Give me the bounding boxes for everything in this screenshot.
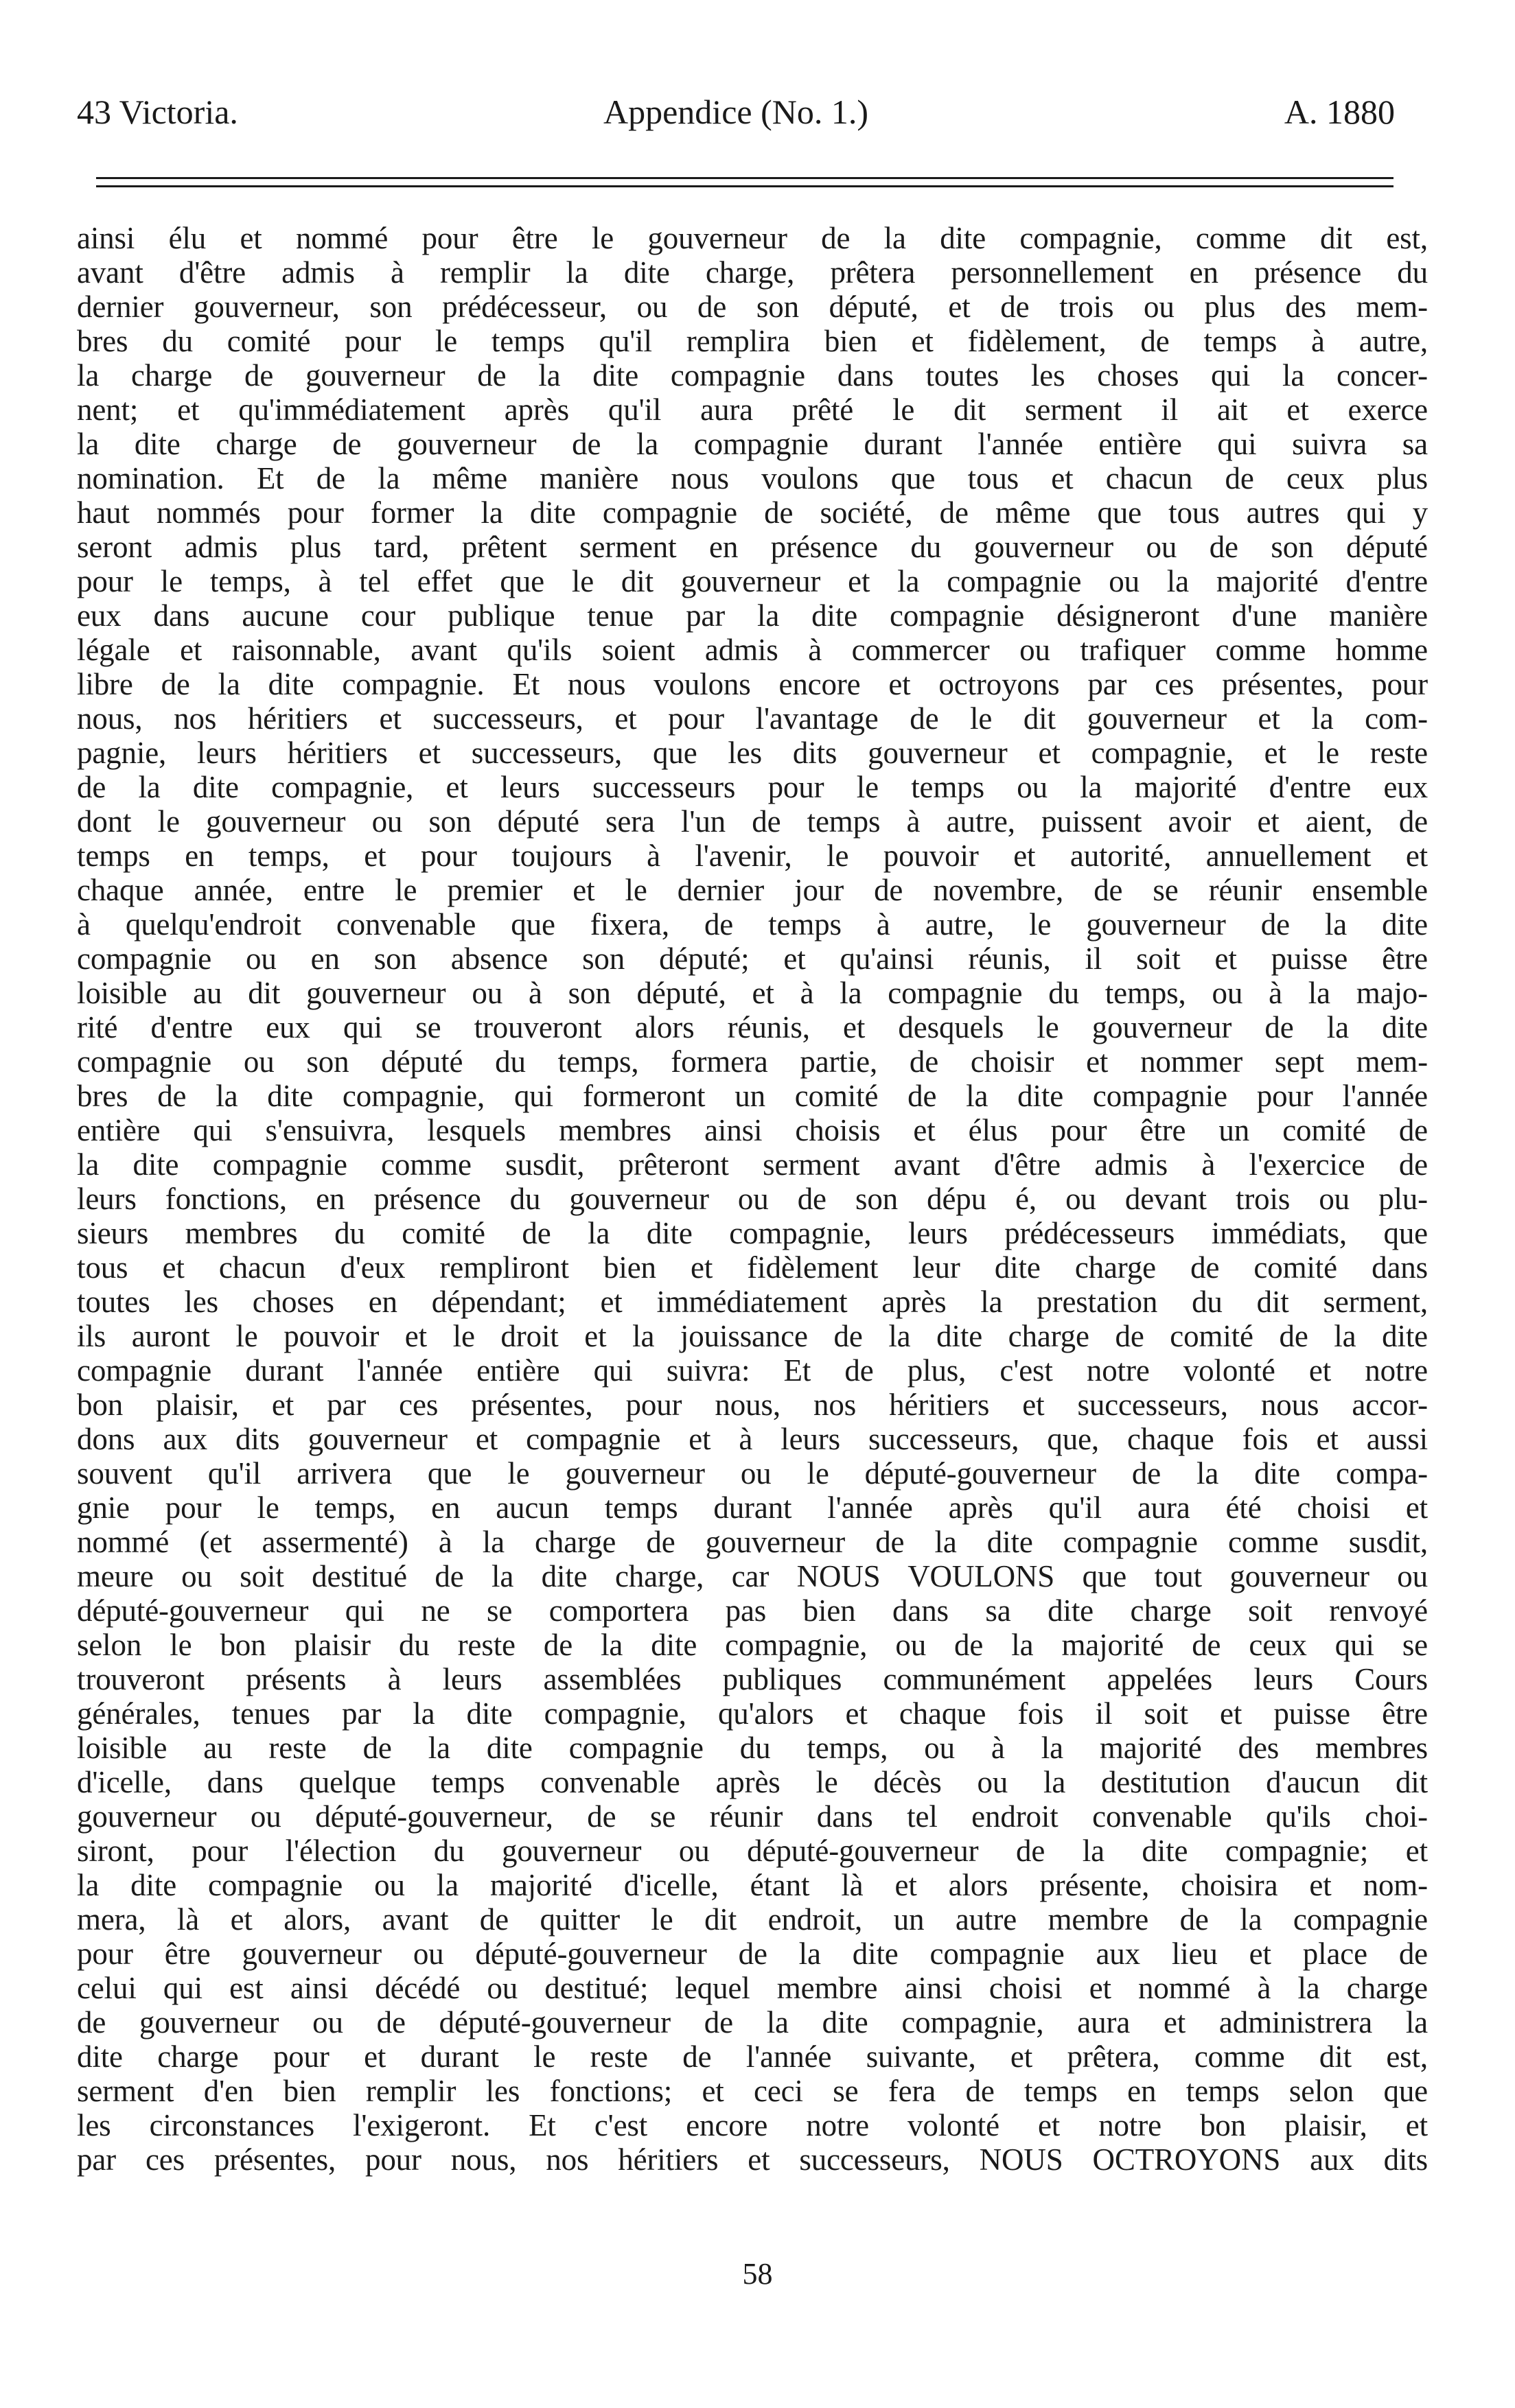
text-line: souvent qu'il arrivera que le gouverneur ou le député-gouverneur de la dite compa- <box>77 1456 1428 1491</box>
text-line: rité d'entre eux qui se trouveront alors réunis, et desquels le gouverneur de la dite <box>77 1010 1428 1044</box>
text-line: pagnie, leurs héritiers et successeurs, que les dits gouverneur et compagnie, et le reste <box>77 736 1428 770</box>
text-line: ils auront le pouvoir et le droit et la jouissance de la dite charge de comité de la dite <box>77 1319 1428 1353</box>
text-line: nomination. Et de la même manière nous voulons que tous et chacun de ceux plus <box>77 461 1428 495</box>
text-line: bon plaisir, et par ces présentes, pour nous, nos héritiers et successeurs, nous accor- <box>77 1388 1428 1422</box>
text-line: de gouverneur ou de député-gouverneur de la dite compagnie, aura et administrera la <box>77 2005 1428 2039</box>
text-line: libre de la dite compagnie. Et nous voulons encore et octroyons par ces présentes, pour <box>77 667 1428 701</box>
text-line: compagnie durant l'année entière qui suivra: Et de plus, c'est notre volonté et notre <box>77 1353 1428 1388</box>
text-line: générales, tenues par la dite compagnie, qu'alors et chaque fois il soit et puisse être <box>77 1696 1428 1731</box>
text-line: la charge de gouverneur de la dite compagnie dans toutes les choses qui la concer- <box>77 358 1428 393</box>
text-line: de la dite compagnie, et leurs successeurs pour le temps ou la majorité d'entre eux <box>77 770 1428 804</box>
text-line: siront, pour l'élection du gouverneur ou député-gouverneur de la dite compagnie; et <box>77 1834 1428 1868</box>
header-rule-bottom <box>96 185 1393 187</box>
text-line: serment d'en bien remplir les fonctions; et ceci se fera de temps en temps selon que <box>77 2074 1428 2108</box>
text-line: la dite compagnie ou la majorité d'icelle, étant là et alors présente, choisira et nom- <box>77 1868 1428 1902</box>
header-year: A. 1880 <box>1284 93 1395 131</box>
text-line: haut nommés pour former la dite compagnie de société, de même que tous autres qui y <box>77 495 1428 530</box>
running-header <box>77 88 1395 136</box>
header-session: 43 Victoria. <box>77 93 238 131</box>
text-line: ainsi élu et nommé pour être le gouverneur de la dite compagnie, comme dit est, <box>77 221 1428 255</box>
text-line: dons aux dits gouverneur et compagnie et à leurs successeurs, que, chaque fois et aussi <box>77 1422 1428 1456</box>
text-line: dite charge pour et durant le reste de l'année suivante, et prêtera, comme dit est, <box>77 2039 1428 2074</box>
text-line: la dite charge de gouverneur de la compagnie durant l'année entière qui suivra sa <box>77 427 1428 461</box>
text-line: nent; et qu'immédiatement après qu'il aura prêté le dit serment il ait et exerce <box>77 393 1428 427</box>
text-line: les circonstances l'exigeront. Et c'est encore notre volonté et notre bon plaisir, et <box>77 2108 1428 2142</box>
text-line: député-gouverneur qui ne se comportera pas bien dans sa dite charge soit renvoyé <box>77 1593 1428 1628</box>
text-line: leurs fonctions, en présence du gouverneur ou de son dépu é, ou devant trois ou plu- <box>77 1182 1428 1216</box>
text-line: compagnie ou son député du temps, formera partie, de choisir et nommer sept mem- <box>77 1044 1428 1079</box>
text-line: dernier gouverneur, son prédécesseur, ou de son député, et de trois ou plus des mem- <box>77 290 1428 324</box>
text-line: bres du comité pour le temps qu'il remplira bien et fidèlement, de temps à autre, <box>77 324 1428 358</box>
text-line: gnie pour le temps, en aucun temps durant l'année après qu'il aura été choisi et <box>77 1491 1428 1525</box>
text-line: temps en temps, et pour toujours à l'avenir, le pouvoir et autorité, annuellement et <box>77 839 1428 873</box>
header-appendix: Appendice (No. 1.) <box>603 93 868 131</box>
text-line: celui qui est ainsi décédé ou destitué; lequel membre ainsi choisi et nommé à la charge <box>77 1971 1428 2005</box>
text-line: dont le gouverneur ou son député sera l'un de temps à autre, puissent avoir et aient, de <box>77 804 1428 839</box>
text-line: légale et raisonnable, avant qu'ils soient admis à commercer ou trafiquer comme homme <box>77 633 1428 667</box>
text-line: seront admis plus tard, prêtent serment en présence du gouverneur ou de son député <box>77 530 1428 564</box>
text-line: eux dans aucune cour publique tenue par la dite compagnie désigneront d'une manière <box>77 598 1428 633</box>
text-line: sieurs membres du comité de la dite compagnie, leurs prédécesseurs immédiats, que <box>77 1216 1428 1250</box>
text-line: d'icelle, dans quelque temps convenable après le décès ou la destitution d'aucun dit <box>77 1765 1428 1799</box>
text-line: loisible au reste de la dite compagnie du temps, ou à la majorité des membres <box>77 1731 1428 1765</box>
body-text <box>77 221 1428 2177</box>
text-line: bres de la dite compagnie, qui formeront un comité de la dite compagnie pour l'année <box>77 1079 1428 1113</box>
text-line: à quelqu'endroit convenable que fixera, de temps à autre, le gouverneur de la dite <box>77 907 1428 942</box>
text-line: gouverneur ou député-gouverneur, de se réunir dans tel endroit convenable qu'ils choi- <box>77 1799 1428 1834</box>
text-line: mera, là et alors, avant de quitter le dit endroit, un autre membre de la compagnie <box>77 1902 1428 1937</box>
text-line: la dite compagnie comme susdit, prêteront serment avant d'être admis à l'exercice de <box>77 1147 1428 1182</box>
text-line: nommé (et assermenté) à la charge de gouverneur de la dite compagnie comme susdit, <box>77 1525 1428 1559</box>
text-line: chaque année, entre le premier et le dernier jour de novembre, de se réunir ensemble <box>77 873 1428 907</box>
text-line: trouveront présents à leurs assemblées publiques communément appelées leurs Cours <box>77 1662 1428 1696</box>
page-number: 58 <box>742 2257 773 2291</box>
text-line: nous, nos héritiers et successeurs, et pour l'avantage de le dit gouverneur et la com- <box>77 701 1428 736</box>
text-line: pour être gouverneur ou député-gouverneur de la dite compagnie aux lieu et place de <box>77 1937 1428 1971</box>
text-line: tous et chacun d'eux rempliront bien et fidèlement leur dite charge de comité dans <box>77 1250 1428 1285</box>
header-rule-top <box>96 177 1393 179</box>
text-line: loisible au dit gouverneur ou à son député, et à la compagnie du temps, ou à la majo- <box>77 976 1428 1010</box>
text-line: entière qui s'ensuivra, lesquels membres ainsi choisis et élus pour être un comité de <box>77 1113 1428 1147</box>
text-line: toutes les choses en dépendant; et immédiatement après la prestation du dit serment, <box>77 1285 1428 1319</box>
text-line: par ces présentes, pour nous, nos héritiers et successeurs, NOUS OCTROYONS aux dits <box>77 2142 1428 2177</box>
text-line: selon le bon plaisir du reste de la dite compagnie, ou de la majorité de ceux qui se <box>77 1628 1428 1662</box>
text-line: compagnie ou en son absence son député; et qu'ainsi réunis, il soit et puisse être <box>77 942 1428 976</box>
text-line: meure ou soit destitué de la dite charge, car NOUS VOULONS que tout gouverneur ou <box>77 1559 1428 1593</box>
text-line: pour le temps, à tel effet que le dit gouverneur et la compagnie ou la majorité d'entre <box>77 564 1428 598</box>
text-line: avant d'être admis à remplir la dite charge, prêtera personnellement en présence du <box>77 255 1428 290</box>
